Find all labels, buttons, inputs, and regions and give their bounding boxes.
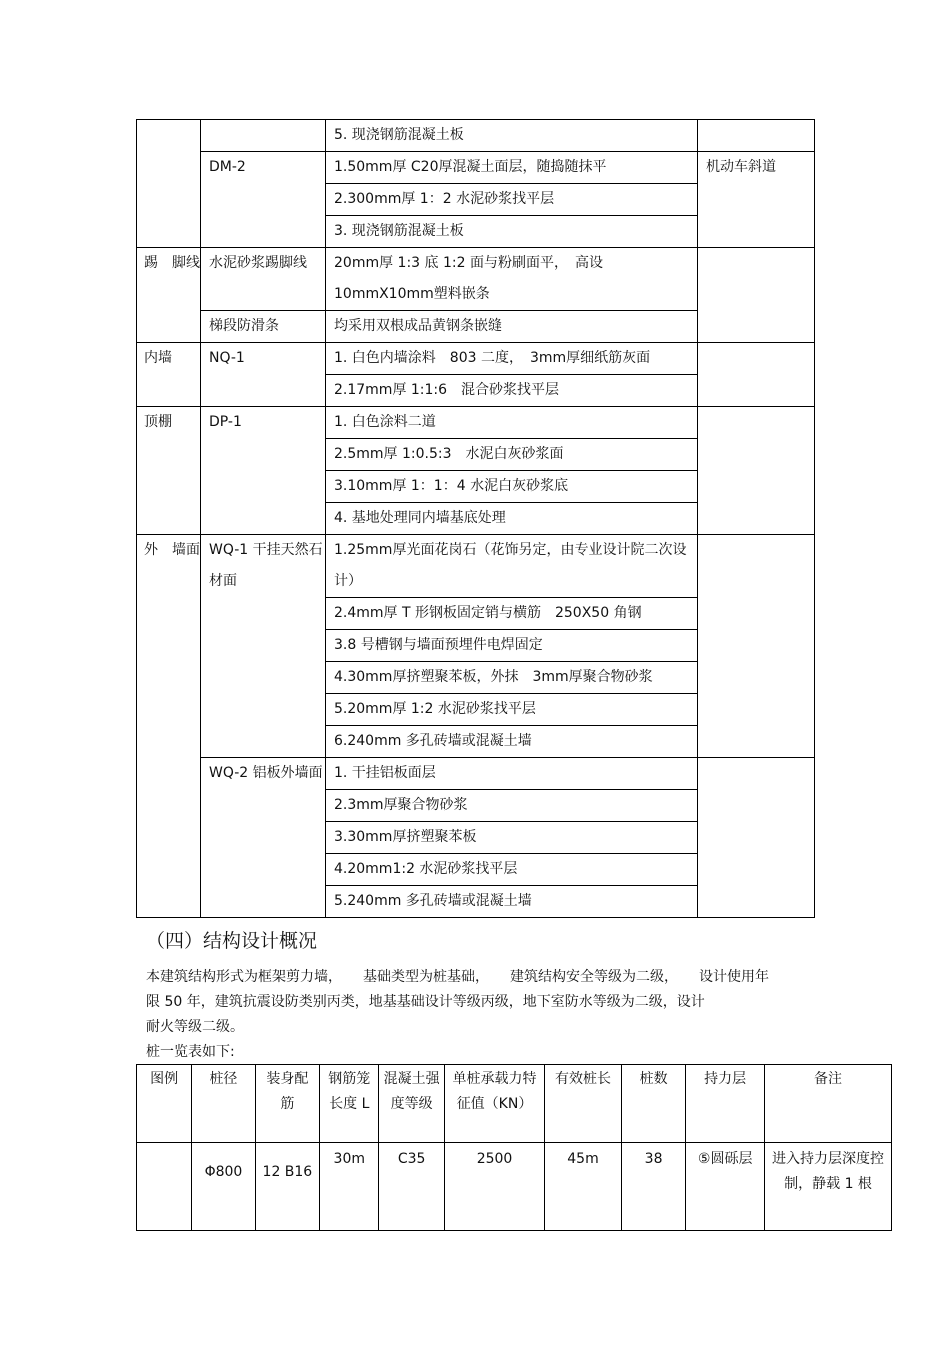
header-cell: 装身配筋: [255, 1065, 319, 1143]
table-row: [137, 1143, 892, 1231]
data-cell: 2500: [444, 1143, 544, 1231]
table-cell-code: WQ-2 铝板外墙面: [201, 758, 326, 918]
table-cell-code: [201, 120, 326, 152]
table-cell-note: [698, 758, 815, 918]
data-cell: 30m: [320, 1143, 379, 1231]
header-cell: 图例: [137, 1065, 192, 1143]
paragraph-line: 本建筑结构形式为框架剪力墙， 基础类型为桩基础， 建筑结构安全等级为二级， 设计使用年: [146, 969, 769, 985]
table-cell-step: 1.50mm厚 C20厚混凝土面层，随捣随抹平: [326, 152, 698, 184]
header-cell: 混凝土强度等级: [379, 1065, 444, 1143]
table-cell-step: 均采用双根成品黄钢条嵌缝: [326, 311, 698, 343]
table-cell-step: 2.300mm厚 1：2 水泥砂浆找平层: [326, 184, 698, 216]
table-cell-step: 4. 基地处理同内墙基底处理: [326, 503, 698, 535]
table-cell-step: 3.30mm厚挤塑聚苯板: [326, 822, 698, 854]
table-cell-note: [698, 120, 815, 152]
header-cell: 单桩承载力特征值（KN）: [444, 1065, 544, 1143]
table-cell-note: [698, 343, 815, 407]
data-cell: C35: [379, 1143, 444, 1231]
data-cell: 12 B16: [255, 1143, 319, 1231]
data-cell: Φ800: [192, 1143, 255, 1231]
table-cell-note: [698, 248, 815, 343]
paragraph-line: 耐火等级二级。: [146, 1019, 244, 1035]
data-cell: 45m: [545, 1143, 622, 1231]
table-cell-category: 外 墙面: [137, 535, 201, 918]
table-cell-step: 1.25mm厚光面花岗石（花饰另定，由专业设计院二次设计）: [326, 535, 698, 598]
header-cell: 桩径: [192, 1065, 255, 1143]
table-cell-step: 3.8 号槽钢与墙面预埋件电焊固定: [326, 630, 698, 662]
table-cell-step: 2.3mm厚聚合物砂浆: [326, 790, 698, 822]
table-cell-step: 1. 白色内墙涂料 803 二度， 3mm厚细纸筋灰面: [326, 343, 698, 375]
pile-table: [136, 1064, 892, 1231]
table-cell-code: 梯段防滑条: [201, 311, 326, 343]
data-cell: ⑤圆砾层: [686, 1143, 765, 1231]
table-cell-category: 踢 脚线: [137, 248, 201, 343]
table-cell-step: 20mm厚 1:3 底 1:2 面与粉刷面平， 高设 10mmX10mm塑料嵌条: [326, 248, 698, 311]
table-cell-code: DM-2: [201, 152, 326, 248]
table-cell-code: WQ-1 干挂天然石材面: [201, 535, 326, 758]
header-cell: 桩数: [621, 1065, 685, 1143]
table-cell-category: 内墙: [137, 343, 201, 407]
pile-table-caption: 桩一览表如下:: [146, 1044, 235, 1060]
header-cell: 备注: [765, 1065, 892, 1143]
table-cell-step: 4.30mm厚挤塑聚苯板，外抹 3mm厚聚合物砂浆: [326, 662, 698, 694]
paragraph-line: 限 50 年，建筑抗震设防类别丙类，地基基础设计等级丙级，地下室防水等级为二级，设计: [146, 994, 705, 1010]
table-cell-step: 1. 白色涂料二道: [326, 407, 698, 439]
table-cell-note: [698, 407, 815, 535]
table-cell-code: NQ-1: [201, 343, 326, 407]
table-cell-step: 5.240mm 多孔砖墙或混凝土墙: [326, 886, 698, 918]
table-cell-step: 5.20mm厚 1:2 水泥砂浆找平层: [326, 694, 698, 726]
section-heading: （四）结构设计概况: [146, 930, 318, 952]
table-cell-step: 2.4mm厚 T 形钢板固定销与横筋 250X50 角钢: [326, 598, 698, 630]
data-cell: 38: [621, 1143, 685, 1231]
table-cell-step: 2.17mm厚 1:1:6 混合砂浆找平层: [326, 375, 698, 407]
pile-table-header-row: [137, 1065, 892, 1143]
table-cell-step: 6.240mm 多孔砖墙或混凝土墙: [326, 726, 698, 758]
table-cell-code: 水泥砂浆踢脚线: [201, 248, 326, 311]
table-cell-step: 5. 现浇钢筋混凝土板: [326, 120, 698, 152]
table-cell-step: 3.10mm厚 1：1：4 水泥白灰砂浆底: [326, 471, 698, 503]
table-cell-step: 1. 干挂铝板面层: [326, 758, 698, 790]
table-cell-note: [698, 535, 815, 758]
finish-schedule-table: [136, 119, 815, 918]
table-cell-step: 4.20mm1:2 水泥砂浆找平层: [326, 854, 698, 886]
structure-paragraph: [146, 965, 826, 1040]
header-cell: 钢筋笼长度 L: [320, 1065, 379, 1143]
table-cell-step: 2.5mm厚 1:0.5:3 水泥白灰砂浆面: [326, 439, 698, 471]
table-cell-category: 顶棚: [137, 407, 201, 535]
data-cell: 进入持力层深度控制，静载 1 根: [765, 1143, 892, 1231]
table-cell-note: 机动车斜道: [698, 152, 815, 248]
table-cell-category: [137, 120, 201, 248]
data-cell: [137, 1143, 192, 1231]
header-cell: 持力层: [686, 1065, 765, 1143]
table-cell-step: 3. 现浇钢筋混凝土板: [326, 216, 698, 248]
header-cell: 有效桩长: [545, 1065, 622, 1143]
table-cell-code: DP-1: [201, 407, 326, 535]
